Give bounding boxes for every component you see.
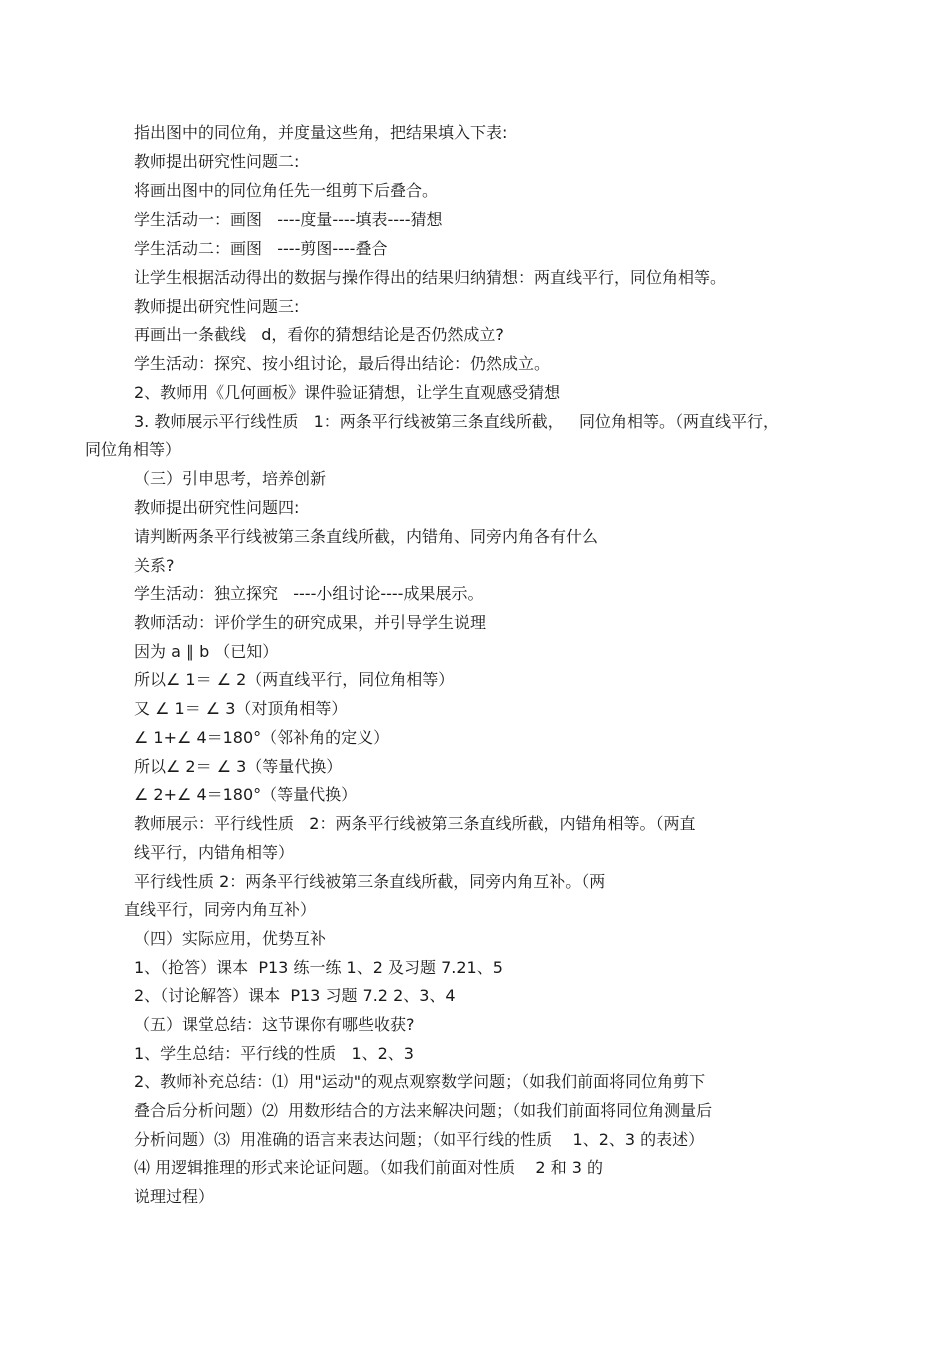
text-line: 指出图中的同位角，并度量这些角，把结果填入下表: (134, 123, 508, 142)
text-line: 教师提出研究性问题四: (134, 498, 300, 517)
text-line: 2、教师补充总结：⑴ 用"运动"的观点观察数学问题；（如我们前面将同位角剪下 (134, 1072, 706, 1091)
text-line: 直线平行，同旁内角互补） (124, 900, 317, 919)
text-line: 3. 教师展示平行线性质 1：两条平行线被第三条直线所截， 同位角相等。（两直线平行， (134, 412, 780, 431)
text-line: 叠合后分析问题）⑵ 用数形结合的方法来解决问题；（如我们前面将同位角测量后 (134, 1101, 713, 1120)
text-line: 因为 a ∥ b （已知） (134, 642, 279, 661)
text-line: 分析问题）⑶ 用准确的语言来表达问题；（如平行线的性质 1、2、3 的表述） (134, 1130, 705, 1149)
text-line: 1、（抢答）课本 P13 练一练 1、2 及习题 7.21、5 (134, 958, 503, 977)
section-heading: （四）实际应用，优势互补 (134, 929, 327, 948)
text-line: ∠ 2+∠ 4＝180°（等量代换） (134, 785, 358, 804)
text-line: ⑷ 用逻辑推理的形式来论证问题。（如我们前面对性质 2 和 3 的 (134, 1158, 604, 1177)
section-heading: （五）课堂总结：这节课你有哪些收获? (134, 1015, 415, 1034)
text-line: 2、（讨论解答）课本 P13 习题 7.2 2、3、4 (134, 986, 456, 1005)
text-line: ∠ 1+∠ 4＝180°（邻补角的定义） (134, 728, 390, 747)
text-line: 让学生根据活动得出的数据与操作得出的结果归纳猜想：两直线平行，同位角相等。 (134, 268, 727, 287)
text-line: 同位角相等） (85, 440, 182, 459)
text-line: 教师提出研究性问题三: (134, 297, 300, 316)
text-line: 将画出图中的同位角任先一组剪下后叠合。 (134, 181, 439, 200)
text-line: 所以∠ 1＝ ∠ 2（两直线平行，同位角相等） (134, 670, 455, 689)
text-line: 学生活动二：画图 ----剪图----叠合 (134, 239, 388, 258)
text-line: 平行线性质 2：两条平行线被第三条直线所截，同旁内角互补。（两 (134, 872, 606, 891)
text-line: 1、学生总结：平行线的性质 1、2、3 (134, 1044, 414, 1063)
text-line: 学生活动：独立探究 ----小组讨论----成果展示。 (134, 584, 484, 603)
text-line: 关系? (134, 556, 175, 575)
text-line: 所以∠ 2＝ ∠ 3（等量代换） (134, 757, 343, 776)
text-line: 学生活动：探究、按小组讨论，最后得出结论：仍然成立。 (134, 354, 551, 373)
text-line: 又 ∠ 1＝ ∠ 3（对顶角相等） (134, 699, 348, 718)
text-line: 教师展示：平行线性质 2：两条平行线被第三条直线所截，内错角相等。（两直 (134, 814, 696, 833)
text-line: 2、教师用《几何画板》课件验证猜想，让学生直观感受猜想 (134, 383, 561, 402)
section-heading: （三）引申思考，培养创新 (134, 469, 327, 488)
text-line: 学生活动一：画图 ----度量----填表----猜想 (134, 210, 443, 229)
text-line: 请判断两条平行线被第三条直线所截，内错角、同旁内角各有什么 (134, 527, 599, 546)
text-line: 教师提出研究性问题二: (134, 152, 300, 171)
text-line: 再画出一条截线 d，看你的猜想结论是否仍然成立? (134, 325, 504, 344)
text-line: 教师活动：评价学生的研究成果，并引导学生说理 (134, 613, 487, 632)
text-line: 说理过程） (134, 1187, 215, 1206)
text-line: 线平行，内错角相等） (134, 843, 295, 862)
